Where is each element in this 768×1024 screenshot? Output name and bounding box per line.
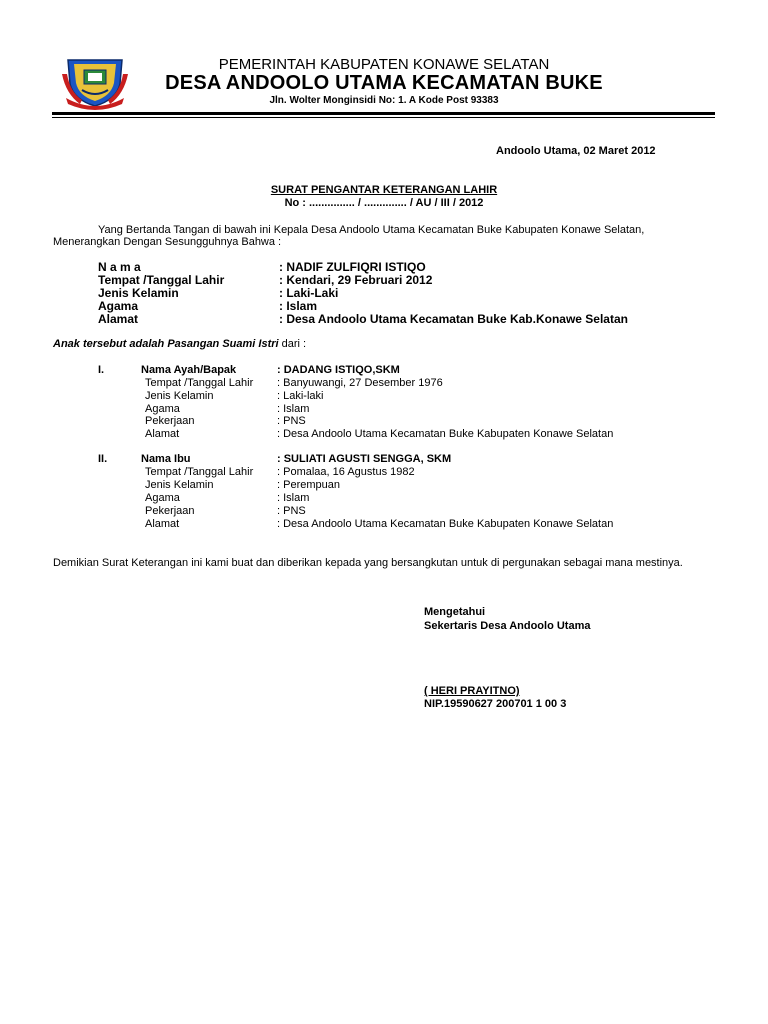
mother-birth-label: Tempat /Tanggal Lahir (145, 466, 254, 478)
father-numeral: I. (98, 364, 105, 376)
parents-intro-emphasis: Anak tersebut adalah Pasangan Suami Istri (53, 338, 279, 350)
mother-gender-label: Jenis Kelamin (145, 479, 214, 491)
mother-gender-value: : Perempuan (277, 479, 340, 491)
mother-name-label: Nama Ibu (141, 453, 191, 465)
signer-position: Sekertaris Desa Andoolo Utama (424, 620, 591, 632)
father-religion-value: : Islam (277, 403, 310, 415)
child-name-value: : NADIF ZULFIQRI ISTIQO (279, 260, 426, 274)
child-address-label: Alamat (98, 312, 139, 326)
letter-number: No : ............... / .............. / AU / III / 2012 (284, 197, 484, 209)
parents-intro (53, 338, 306, 350)
mother-religion-label: Agama (145, 492, 180, 504)
intro-line-1: Yang Bertanda Tangan di bawah ini Kepala Desa Andoolo Utama Kecamatan Buke Kabupaten Konawe Selatan, (98, 224, 645, 236)
father-address-label: Alamat (145, 428, 180, 440)
father-birth-value: : Banyuwangi, 27 Desember 1976 (277, 377, 443, 389)
letterhead-rule-thin (52, 117, 715, 118)
parents-intro-tail: dari : (281, 338, 307, 350)
father-name-label: Nama Ayah/Bapak (141, 364, 237, 376)
place-date: Andoolo Utama, 02 Maret 2012 (496, 145, 656, 157)
mother-name-value: : SULIATI AGUSTI SENGGA, SKM (277, 453, 452, 465)
mother-numeral: II. (98, 453, 108, 465)
child-religion-label: Agama (98, 299, 139, 313)
village-heading: DESA ANDOOLO UTAMA KECAMATAN BUKE (165, 72, 603, 94)
child-gender-label: Jenis Kelamin (98, 286, 179, 300)
child-address-value: : Desa Andoolo Utama Kecamatan Buke Kab.Konawe Selatan (279, 312, 628, 326)
child-gender-value: : Laki-Laki (279, 286, 339, 300)
child-birth-value: : Kendari, 29 Februari 2012 (279, 273, 433, 287)
closing-statement: Demikian Surat Keterangan ini kami buat dan diberikan kepada yang bersangkutan untuk di pergunakan sebagai mana mestinya. (53, 557, 683, 569)
child-religion-value: : Islam (279, 299, 318, 313)
mother-religion-value: : Islam (277, 492, 310, 504)
father-job-value: : PNS (277, 415, 306, 427)
mother-address-label: Alamat (145, 518, 180, 530)
signer-nip: NIP.19590627 200701 1 00 3 (424, 698, 567, 710)
acknowledged-label: Mengetahui (424, 606, 486, 618)
father-gender-value: : Laki-laki (277, 390, 324, 402)
father-name-value: : DADANG ISTIQO,SKM (277, 364, 400, 376)
father-gender-label: Jenis Kelamin (145, 390, 214, 402)
father-religion-label: Agama (145, 403, 180, 415)
child-birth-label: Tempat /Tanggal Lahir (98, 273, 225, 287)
mother-job-value: : PNS (277, 505, 306, 517)
address-line: Jln. Wolter Monginsidi No: 1. A Kode Post 93383 (269, 95, 499, 106)
mother-address-value: : Desa Andoolo Utama Kecamatan Buke Kabupaten Konawe Selatan (277, 518, 614, 530)
father-address-value: : Desa Andoolo Utama Kecamatan Buke Kabupaten Konawe Selatan (277, 428, 614, 440)
letterhead-rule-thick (52, 112, 715, 115)
letter-title: SURAT PENGANTAR KETERANGAN LAHIR (270, 184, 498, 196)
intro-line-2: Menerangkan Dengan Sesungguhnya Bahwa : (53, 236, 282, 248)
father-birth-label: Tempat /Tanggal Lahir (145, 377, 254, 389)
father-job-label: Pekerjaan (145, 415, 195, 427)
signer-name: ( HERI PRAYITNO) (424, 685, 520, 697)
child-name-label: N a m a (98, 260, 141, 274)
mother-birth-value: : Pomalaa, 16 Agustus 1982 (277, 466, 415, 478)
mother-job-label: Pekerjaan (145, 505, 195, 517)
government-heading: PEMERINTAH KABUPATEN KONAWE SELATAN (218, 56, 550, 73)
